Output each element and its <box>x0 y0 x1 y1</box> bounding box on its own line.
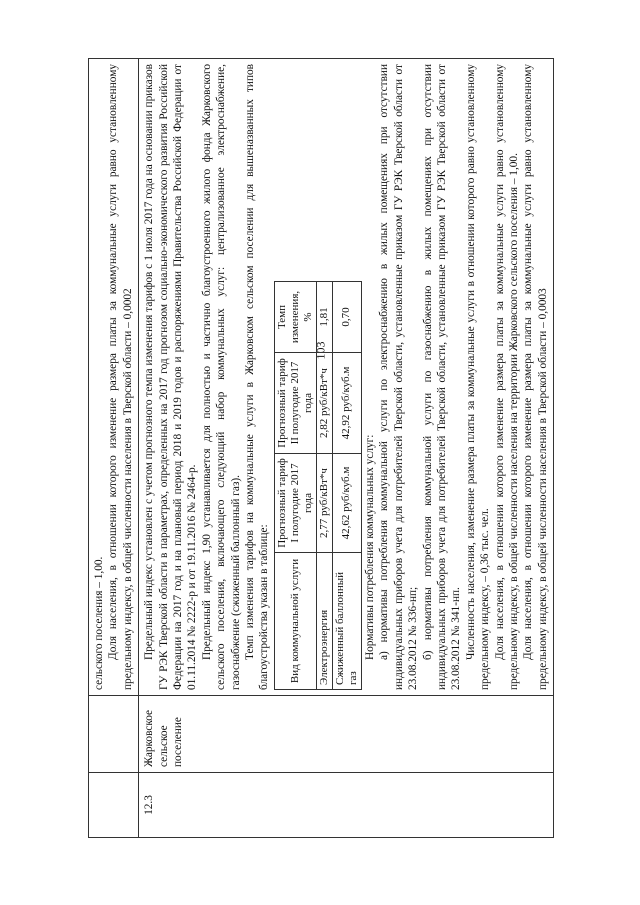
table-row-12-3 <box>139 59 554 838</box>
tariff-row <box>316 282 332 690</box>
paragraph: Нормативы потребления коммунальных услуг: <box>363 434 376 660</box>
tariff-table-header <box>274 282 316 690</box>
tariff-h1: 2,77 руб/кВт*ч <box>316 454 332 553</box>
tariff-row <box>332 282 361 690</box>
settlement-name: Жарковское сельское поселение <box>139 696 554 773</box>
table-row-continuation <box>89 59 139 838</box>
rate: 0,70 <box>332 282 361 353</box>
rate: 1,81 <box>316 282 332 353</box>
tariff-h1: 42,62 руб/куб.м <box>332 454 361 553</box>
continuation-text-cell <box>89 59 139 696</box>
row-number: 12.3 <box>139 773 554 838</box>
header-rate: Темп изменения, % <box>274 282 316 353</box>
tariff-h2: 2,82 руб/кВт*ч <box>316 353 332 454</box>
paragraph: Численность населения, изменение размера платы за коммунальные услуги в отношении которого равно установленному предельному индексу, – 0,36 тыс. чел. <box>464 64 492 690</box>
rotated-page-content <box>88 58 549 838</box>
header-service: Вид коммунальной услуги <box>274 553 316 690</box>
service-name: Электроэнергия <box>316 553 332 690</box>
paragraph: Темп изменения тарифов на коммунальные услуги в Жарковском сельском поселении для вышеназванных типов благоустройства указан в таблице: <box>244 64 271 690</box>
paragraph: Предельный индекс 1,90 устанавливается для полностью и частично благоустроенного жилого фонда Жарковского сельского поселения, включающего следующий набор коммунальных услуг: централизованное электроснабжение, газоснабжение (сжиженный баллонный газ). <box>200 64 242 690</box>
paragraph: Предельный индекс установлен с учетом прогнозного темпа изменения тарифов с 1 июля 2017 года на основании приказов ГУ РЭК Тверской области в параметрах, определенных на 2017 год прогнозом социально-экономического развития Российской Федерации на 2017 год и на плановый период 2018 и 2019 годов и распоряжениями Правительства Российской Федерации от 01.11.2014 № 2222-р и от 19.11.2016 № 2464-р. <box>143 64 199 690</box>
description-cell <box>139 59 554 696</box>
tariff-h2: 42,92 руб/куб.м <box>332 353 361 454</box>
service-name: Сжиженный баллонный газ <box>332 553 361 690</box>
main-table <box>88 58 554 838</box>
paragraph: а) нормативы потребления коммунальной услуги по электроснабжению в жилых помещениях при отсутствии индивидуальных приборов учета для потребителей Тверской области, установленные приказом ГУ РЭК Тверской области от 23.08.2012 № 336-нп; <box>378 64 420 690</box>
header-tariff-h2: Прогнозный тариф II полугодие 2017 года <box>274 353 316 454</box>
text-line: Доля населения, в отношении которого изменение размера платы за коммунальные услуги равно установленному предельному индексу, в общей численности населения в Тверской области – 0,0002 <box>107 64 134 690</box>
paragraph: б) нормативы потребления коммунальной услуги по газоснабжению в жилых помещениях при отсутствии индивидуальных приборов учета для потребителей Тверской области, установленные приказом ГУ РЭК Тверской области от 23.08.2012 № 341-нп. <box>421 64 463 690</box>
header-tariff-h1: Прогнозный тариф I полугодие 2017 года <box>274 454 316 553</box>
paragraph: Доля населения, в отношении которого изменение размера платы за коммунальные услуги равно установленному предельному индексу, в общей численности населения на территории Жарковского сельского поселения – 1,00. <box>493 64 520 690</box>
tariff-table <box>274 281 362 690</box>
page-number: 103 <box>313 341 328 359</box>
paragraph: Доля населения, в отношении которого изменение размера платы за коммунальные услуги равно установленному предельному индексу, в общей численности населения в Тверской области – 0,0003 <box>522 64 549 690</box>
text-line: сельского поселения – 1,00. <box>93 556 105 690</box>
